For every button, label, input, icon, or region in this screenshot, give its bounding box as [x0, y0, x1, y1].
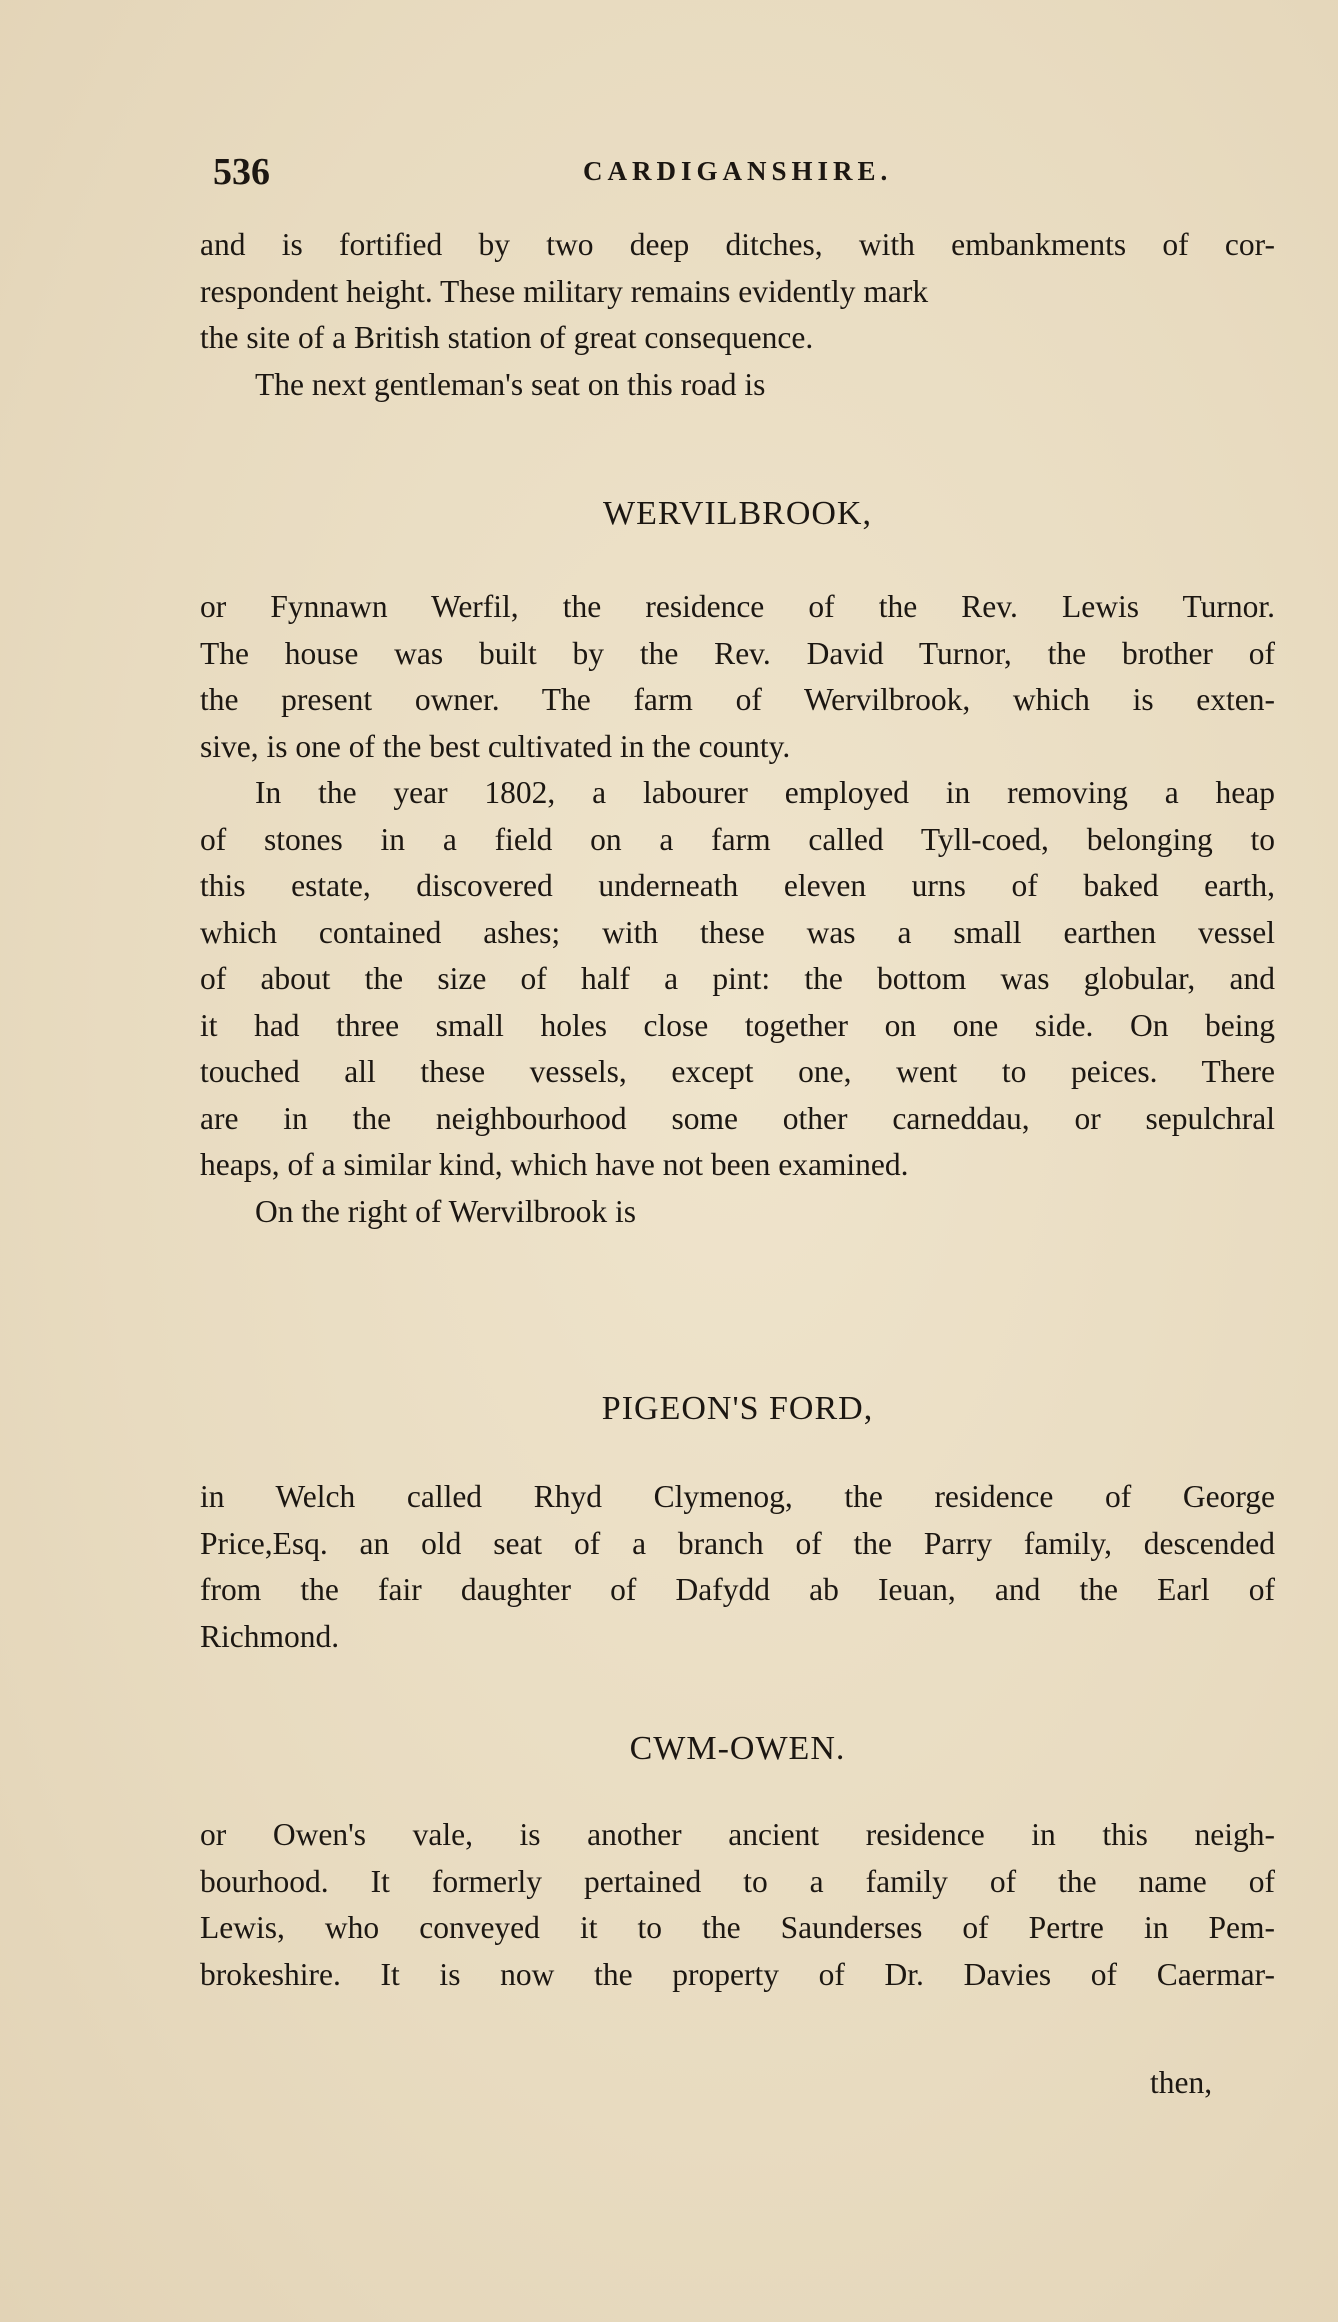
text-line: of stones in a field on a farm called Tyll-coed, belonging to — [200, 821, 1275, 857]
text-line: Lewis, who conveyed it to the Saunderses of Pertre in Pem- — [200, 1910, 1275, 1945]
text-line: or Fynnawn Werfil, the residence of the Rev. Lewis Turnor. — [200, 589, 1275, 624]
page-number: 536 — [213, 151, 270, 193]
text-line: or Owen's vale, is another ancient residence in this neigh- — [200, 1817, 1275, 1852]
paragraph-wervilbrook — [200, 584, 1275, 1235]
section-heading-wervilbrook: WERVILBROOK, — [603, 495, 872, 532]
text-line: sive, is one of the best cultivated in the county. — [200, 728, 791, 764]
text-line: The house was built by the Rev. David Turnor, the brother of — [200, 635, 1275, 671]
text-line: which contained ashes; with these was a small earthen vessel — [200, 914, 1275, 950]
text-line: bourhood. It formerly pertained to a family of the name of — [200, 1863, 1275, 1899]
section-heading-pigeons-ford: PIGEON'S FORD, — [601, 1390, 874, 1427]
text-line: in Welch called Rhyd Clymenog, the residence of George — [200, 1479, 1275, 1514]
paragraph-cwm-owen — [200, 1812, 1275, 1998]
text-line: touched all these vessels, except one, went to peices. There — [200, 1054, 1275, 1089]
text-line: are in the neighbourhood some other carneddau, or sepulchral — [200, 1100, 1275, 1136]
text-line: it had three small holes close together on one side. On being — [200, 1007, 1275, 1043]
catchword: then, — [1150, 2065, 1213, 2100]
running-title: CARDIGANSHIRE. — [583, 156, 893, 186]
section-heading-cwm-owen: CWM-OWEN. — [629, 1730, 846, 1767]
text-line: On the right of Wervilbrook is — [255, 1193, 636, 1229]
text-line: Richmond. — [200, 1618, 340, 1654]
text-line: and is fortified by two deep ditches, with embankments of cor- — [200, 227, 1275, 262]
text-line: this estate, discovered underneath eleven urns of baked earth, — [200, 868, 1275, 903]
paragraph-pigeons-ford — [200, 1474, 1275, 1660]
text-line: The next gentleman's seat on this road is — [255, 366, 766, 402]
text-line: of about the size of half a pint: the bottom was globular, and — [200, 961, 1275, 996]
text-line: the present owner. The farm of Wervilbrook, which is exten- — [200, 682, 1275, 717]
text-line: from the fair daughter of Dafydd ab Ieuan, and the Earl of — [200, 1572, 1275, 1607]
running-head — [213, 150, 1273, 193]
text-line: In the year 1802, a labourer employed in removing a heap — [255, 775, 1275, 810]
text-line: Price,Esq. an old seat of a branch of the Parry family, descended — [200, 1525, 1275, 1561]
text-line: brokeshire. It is now the property of Dr. Davies of Caermar- — [200, 1956, 1275, 1992]
text-line: respondent height. These military remains evidently mark — [200, 273, 929, 309]
text-line: heaps, of a similar kind, which have not been examined. — [200, 1147, 909, 1182]
text-line: the site of a British station of great consequence. — [200, 320, 814, 355]
paragraph-fortifications — [200, 222, 1275, 408]
